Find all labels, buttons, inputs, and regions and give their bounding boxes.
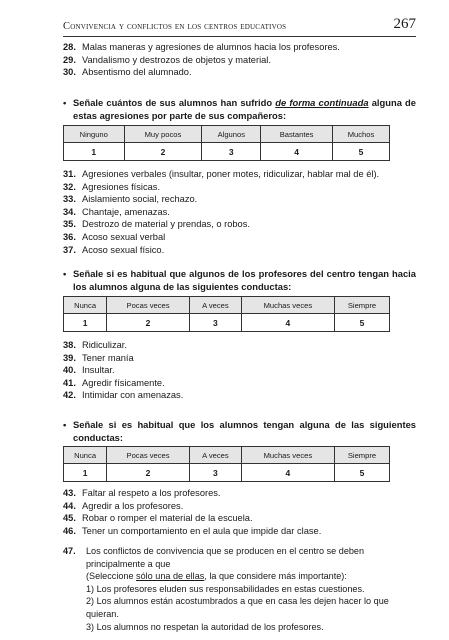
scale-label: Muchos: [332, 126, 389, 143]
scale-number: 2: [107, 464, 190, 482]
list-item: 37. Acoso sexual físico.: [63, 244, 165, 255]
scale-number: 5: [332, 143, 389, 161]
list-item: 34. Chantaje, amenazas.: [63, 206, 170, 217]
item-list-38-42: [63, 339, 423, 402]
scale-table-frequency-students: [63, 446, 390, 482]
item-list-43-46: [63, 487, 423, 537]
scale-number: 1: [64, 464, 107, 482]
scale-label: Nunca: [64, 447, 107, 464]
page-number: 267: [393, 16, 416, 32]
page-header: [63, 16, 416, 37]
scale-number: 3: [189, 464, 241, 482]
scale-number: 5: [334, 314, 389, 332]
item-47-instruction: (Seleccione sólo una de ellas, la que considere más importante):: [86, 571, 347, 582]
scale-label: Muy pocos: [124, 126, 202, 143]
question-text: Señale si es habitual que los alumnos tengan alguna de las siguientes conductas:: [73, 419, 416, 443]
list-item: 31. Agresiones verbales (insultar, poner motes, ridiculizar, hablar mal de él).: [63, 169, 380, 179]
list-item: 36. Acoso sexual verbal: [63, 231, 166, 242]
question-text: Señale si es habitual que algunos de los profesores del centro tengan hacia los alumnos alguna de las siguientes conductas:: [73, 268, 416, 292]
scale-number: 4: [241, 464, 334, 482]
list-item: 35. Destrozo de material y prendas, o robos.: [63, 219, 250, 230]
scale-label: Ninguno: [64, 126, 125, 143]
scale-label: Muchas veces: [241, 447, 334, 464]
option-item: 2) Los alumnos están acostumbrados a que en casa les dejen hacer lo que quieran.: [86, 596, 389, 619]
question-frequency-victims: [63, 97, 416, 122]
scale-number: 2: [107, 314, 190, 332]
scale-label: Pocas veces: [107, 297, 190, 314]
list-item: 45. Robar o romper el material de la escuela.: [63, 513, 253, 524]
scale-table-quantity: [63, 125, 390, 161]
list-item: 46. Tener un comportamiento en el aula que impide dar clase.: [63, 525, 322, 536]
question-teacher-conduct: [63, 268, 416, 293]
scale-label: Siempre: [334, 447, 389, 464]
scale-number: 1: [64, 314, 107, 332]
list-item: 32. Agresiones físicas.: [63, 181, 161, 192]
bullet: •: [63, 268, 67, 279]
scale-label: Pocas veces: [107, 447, 190, 464]
list-item: 40. Insultar.: [63, 365, 115, 376]
scale-number: 4: [241, 314, 334, 332]
scale-number: 5: [334, 464, 389, 482]
item-list-31-37: [63, 168, 423, 256]
scale-label: Algunos: [202, 126, 261, 143]
scale-label: A veces: [189, 447, 241, 464]
scale-label: Muchas veces: [241, 297, 334, 314]
scale-number: 1: [64, 143, 125, 161]
running-title: Convivencia y conflictos en los centros educativos: [63, 21, 287, 32]
item-number: 47.: [63, 546, 76, 556]
scale-label: A veces: [189, 297, 241, 314]
item-47: [63, 545, 423, 633]
scale-label: Bastantes: [261, 126, 333, 143]
question-student-conduct: [63, 419, 416, 444]
scale-number: 2: [124, 143, 202, 161]
list-item: 44. Agredir a los profesores.: [63, 500, 184, 511]
list-item: 43. Faltar al respeto a los profesores.: [63, 488, 221, 498]
item-47-body: [86, 545, 423, 633]
scale-number: 3: [189, 314, 241, 332]
list-item: 29. Vandalismo y destrozos de objetos y material.: [63, 54, 271, 65]
scale-number: 3: [202, 143, 261, 161]
list-item: 41. Agredir físicamente.: [63, 377, 165, 388]
scale-table-frequency-teachers: [63, 296, 390, 332]
option-item: 1) Los profesores eluden sus responsabilidades en estas cuestiones.: [86, 583, 365, 594]
scale-label: Siempre: [334, 297, 389, 314]
bullet: •: [63, 97, 67, 108]
question-text: Señale cuántos de sus alumnos han sufrido de forma continuada alguna de estas agresiones por parte de sus compañeros:: [73, 97, 416, 121]
item-list-28-30: [63, 41, 423, 79]
list-item: 33. Aislamiento social, rechazo.: [63, 194, 198, 205]
list-item: 42. Intimidar con amenazas.: [63, 390, 184, 401]
scale-number: 4: [261, 143, 333, 161]
list-item: 28. Malas maneras y agresiones de alumnos hacia los profesores.: [63, 42, 340, 52]
scale-label: Nunca: [64, 297, 107, 314]
option-item: 3) Los alumnos no respetan la autoridad de los profesores.: [86, 621, 324, 632]
list-item: 39. Tener manía: [63, 352, 134, 363]
bullet: •: [63, 419, 67, 430]
item-47-line: Los conflictos de convivencia que se producen en el centro se deben principalmente a que: [86, 546, 365, 569]
list-item: 38. Ridiculizar.: [63, 340, 127, 350]
list-item: 30. Absentismo del alumnado.: [63, 67, 192, 78]
